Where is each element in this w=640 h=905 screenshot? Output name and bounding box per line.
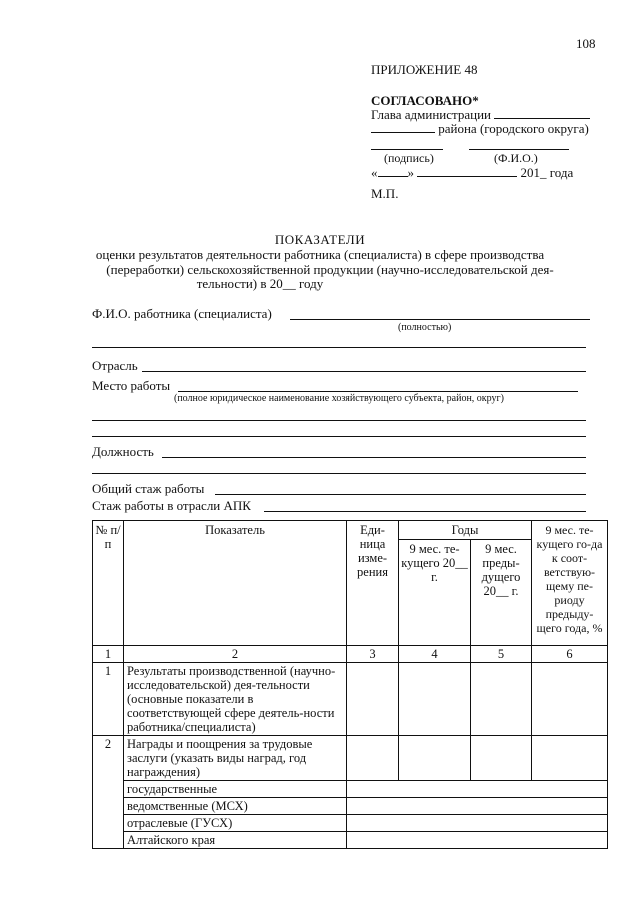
- subrow-region-value[interactable]: [347, 832, 608, 849]
- date-open-quote: «: [371, 165, 378, 180]
- row1-indicator: Результаты производственной (научно-исследовательской) дея-тельности (основные показатели в соответствующей сфере деятель-ности работника/специалиста): [124, 663, 347, 736]
- row1-unit-cell[interactable]: [347, 663, 399, 736]
- date-year-text: 201_ года: [520, 165, 574, 180]
- row1-percent-cell[interactable]: [532, 663, 608, 736]
- signature-caption: (подпись): [384, 151, 434, 165]
- position-line[interactable]: [162, 457, 586, 458]
- position-label: Должность: [92, 444, 154, 459]
- row2-unit-cell[interactable]: [347, 736, 399, 781]
- colnum-5: 5: [471, 646, 532, 663]
- header-years: [399, 521, 532, 540]
- header-indicator: [124, 521, 347, 646]
- header-percent: [532, 521, 608, 646]
- workplace-caption: (полное юридическое наименование хозяйствующего субъекта, район, округ): [174, 393, 504, 404]
- apk-experience-line[interactable]: [264, 511, 586, 512]
- row1-current-cell[interactable]: [399, 663, 471, 736]
- appendix-label: ПРИЛОЖЕНИЕ 48: [371, 62, 478, 77]
- approval-title: СОГЛАСОВАНО*: [371, 93, 479, 108]
- approval-head-text: Глава администрации: [371, 107, 492, 122]
- colnum-1: 1: [93, 646, 124, 663]
- header-current: [399, 540, 471, 646]
- header-num: [93, 521, 124, 646]
- name-caption: (Ф.И.О.): [494, 151, 538, 165]
- date-day-blank[interactable]: [378, 166, 408, 177]
- subrow-state-value[interactable]: [347, 781, 608, 798]
- table-row: [93, 798, 608, 815]
- row2-num: 2: [93, 736, 124, 849]
- header-unit-text: Еди-ница изме-рения: [357, 523, 388, 579]
- subrow-region: Алтайского края: [124, 832, 347, 849]
- fio-label: Ф.И.О. работника (специалиста): [92, 306, 272, 321]
- colnum-4: 4: [399, 646, 471, 663]
- seal-label: М.П.: [371, 186, 399, 201]
- header-previous-text: 9 мес. преды-дущего 20__ г.: [481, 542, 521, 598]
- header-percent-text: 9 мес. те-кущего го-да к соот-ветствую-щему пе-риоду предыду-щего года, %: [536, 523, 603, 635]
- branch-line[interactable]: [142, 371, 586, 372]
- approval-district-text: района (городского округа): [438, 121, 589, 136]
- page-number: 108: [576, 36, 596, 51]
- column-numbers-row: [93, 646, 608, 663]
- table-row: [93, 663, 608, 736]
- header-row-1: [93, 521, 608, 540]
- colnum-6: 6: [532, 646, 608, 663]
- table-row: [93, 781, 608, 798]
- approval-date: [371, 165, 573, 181]
- subrow-state: государственные: [124, 781, 347, 798]
- indicators-table: [92, 520, 608, 849]
- header-current-text: 9 мес. те-кущего 20__ г.: [401, 542, 468, 584]
- header-unit: [347, 521, 399, 646]
- document-subtitle-1: оценки результатов деятельности работника (специалиста) в сфере производства: [95, 247, 545, 262]
- workplace-line-3[interactable]: [92, 436, 586, 437]
- approval-district-blank[interactable]: [371, 122, 435, 133]
- row1-num: 1: [93, 663, 124, 736]
- signature-line[interactable]: [371, 149, 443, 150]
- position-line-2[interactable]: [92, 473, 586, 474]
- fio-caption: (полностью): [398, 322, 452, 333]
- workplace-label: Место работы: [92, 378, 171, 393]
- header-years-text: Годы: [451, 523, 479, 537]
- row1-previous-cell[interactable]: [471, 663, 532, 736]
- colnum-2: 2: [124, 646, 347, 663]
- colnum-3: 3: [347, 646, 399, 663]
- subrow-ministry: ведомственные (МСХ): [124, 798, 347, 815]
- approval-head-blank[interactable]: [494, 108, 590, 119]
- workplace-line-2[interactable]: [92, 420, 586, 421]
- table-row: [93, 815, 608, 832]
- name-line[interactable]: [469, 149, 569, 150]
- row2-current-cell[interactable]: [399, 736, 471, 781]
- table-row: [93, 736, 608, 781]
- row2-percent-cell[interactable]: [532, 736, 608, 781]
- header-num-text: № п/п: [95, 523, 121, 551]
- fio-line[interactable]: [290, 319, 590, 320]
- subrow-branch-value[interactable]: [347, 815, 608, 832]
- table-row: [93, 832, 608, 849]
- date-close-quote: »: [407, 165, 414, 180]
- header-previous: [471, 540, 532, 646]
- subrow-branch: отраслевые (ГУСХ): [124, 815, 347, 832]
- document-title: ПОКАЗАТЕЛИ: [274, 232, 366, 247]
- total-experience-line[interactable]: [215, 494, 586, 495]
- subrow-ministry-value[interactable]: [347, 798, 608, 815]
- branch-label: Отрасль: [92, 358, 138, 373]
- header-indicator-text: Показатель: [205, 523, 265, 537]
- workplace-line[interactable]: [178, 391, 578, 392]
- approval-district-line: [371, 121, 589, 137]
- apk-experience-label: Стаж работы в отрасли АПК: [92, 498, 251, 513]
- total-experience-label: Общий стаж работы: [92, 481, 205, 496]
- date-month-blank[interactable]: [417, 166, 517, 177]
- document-subtitle-2: (переработки) сельскохозяйственной продукции (научно-исследовательской дея-: [106, 262, 554, 277]
- document-subtitle-3: тельности) в 20__ году: [196, 276, 324, 291]
- row2-indicator: Награды и поощрения за трудовые заслуги (указать виды наград, год награждения): [124, 736, 347, 781]
- row2-previous-cell[interactable]: [471, 736, 532, 781]
- fio-line-2[interactable]: [92, 347, 586, 348]
